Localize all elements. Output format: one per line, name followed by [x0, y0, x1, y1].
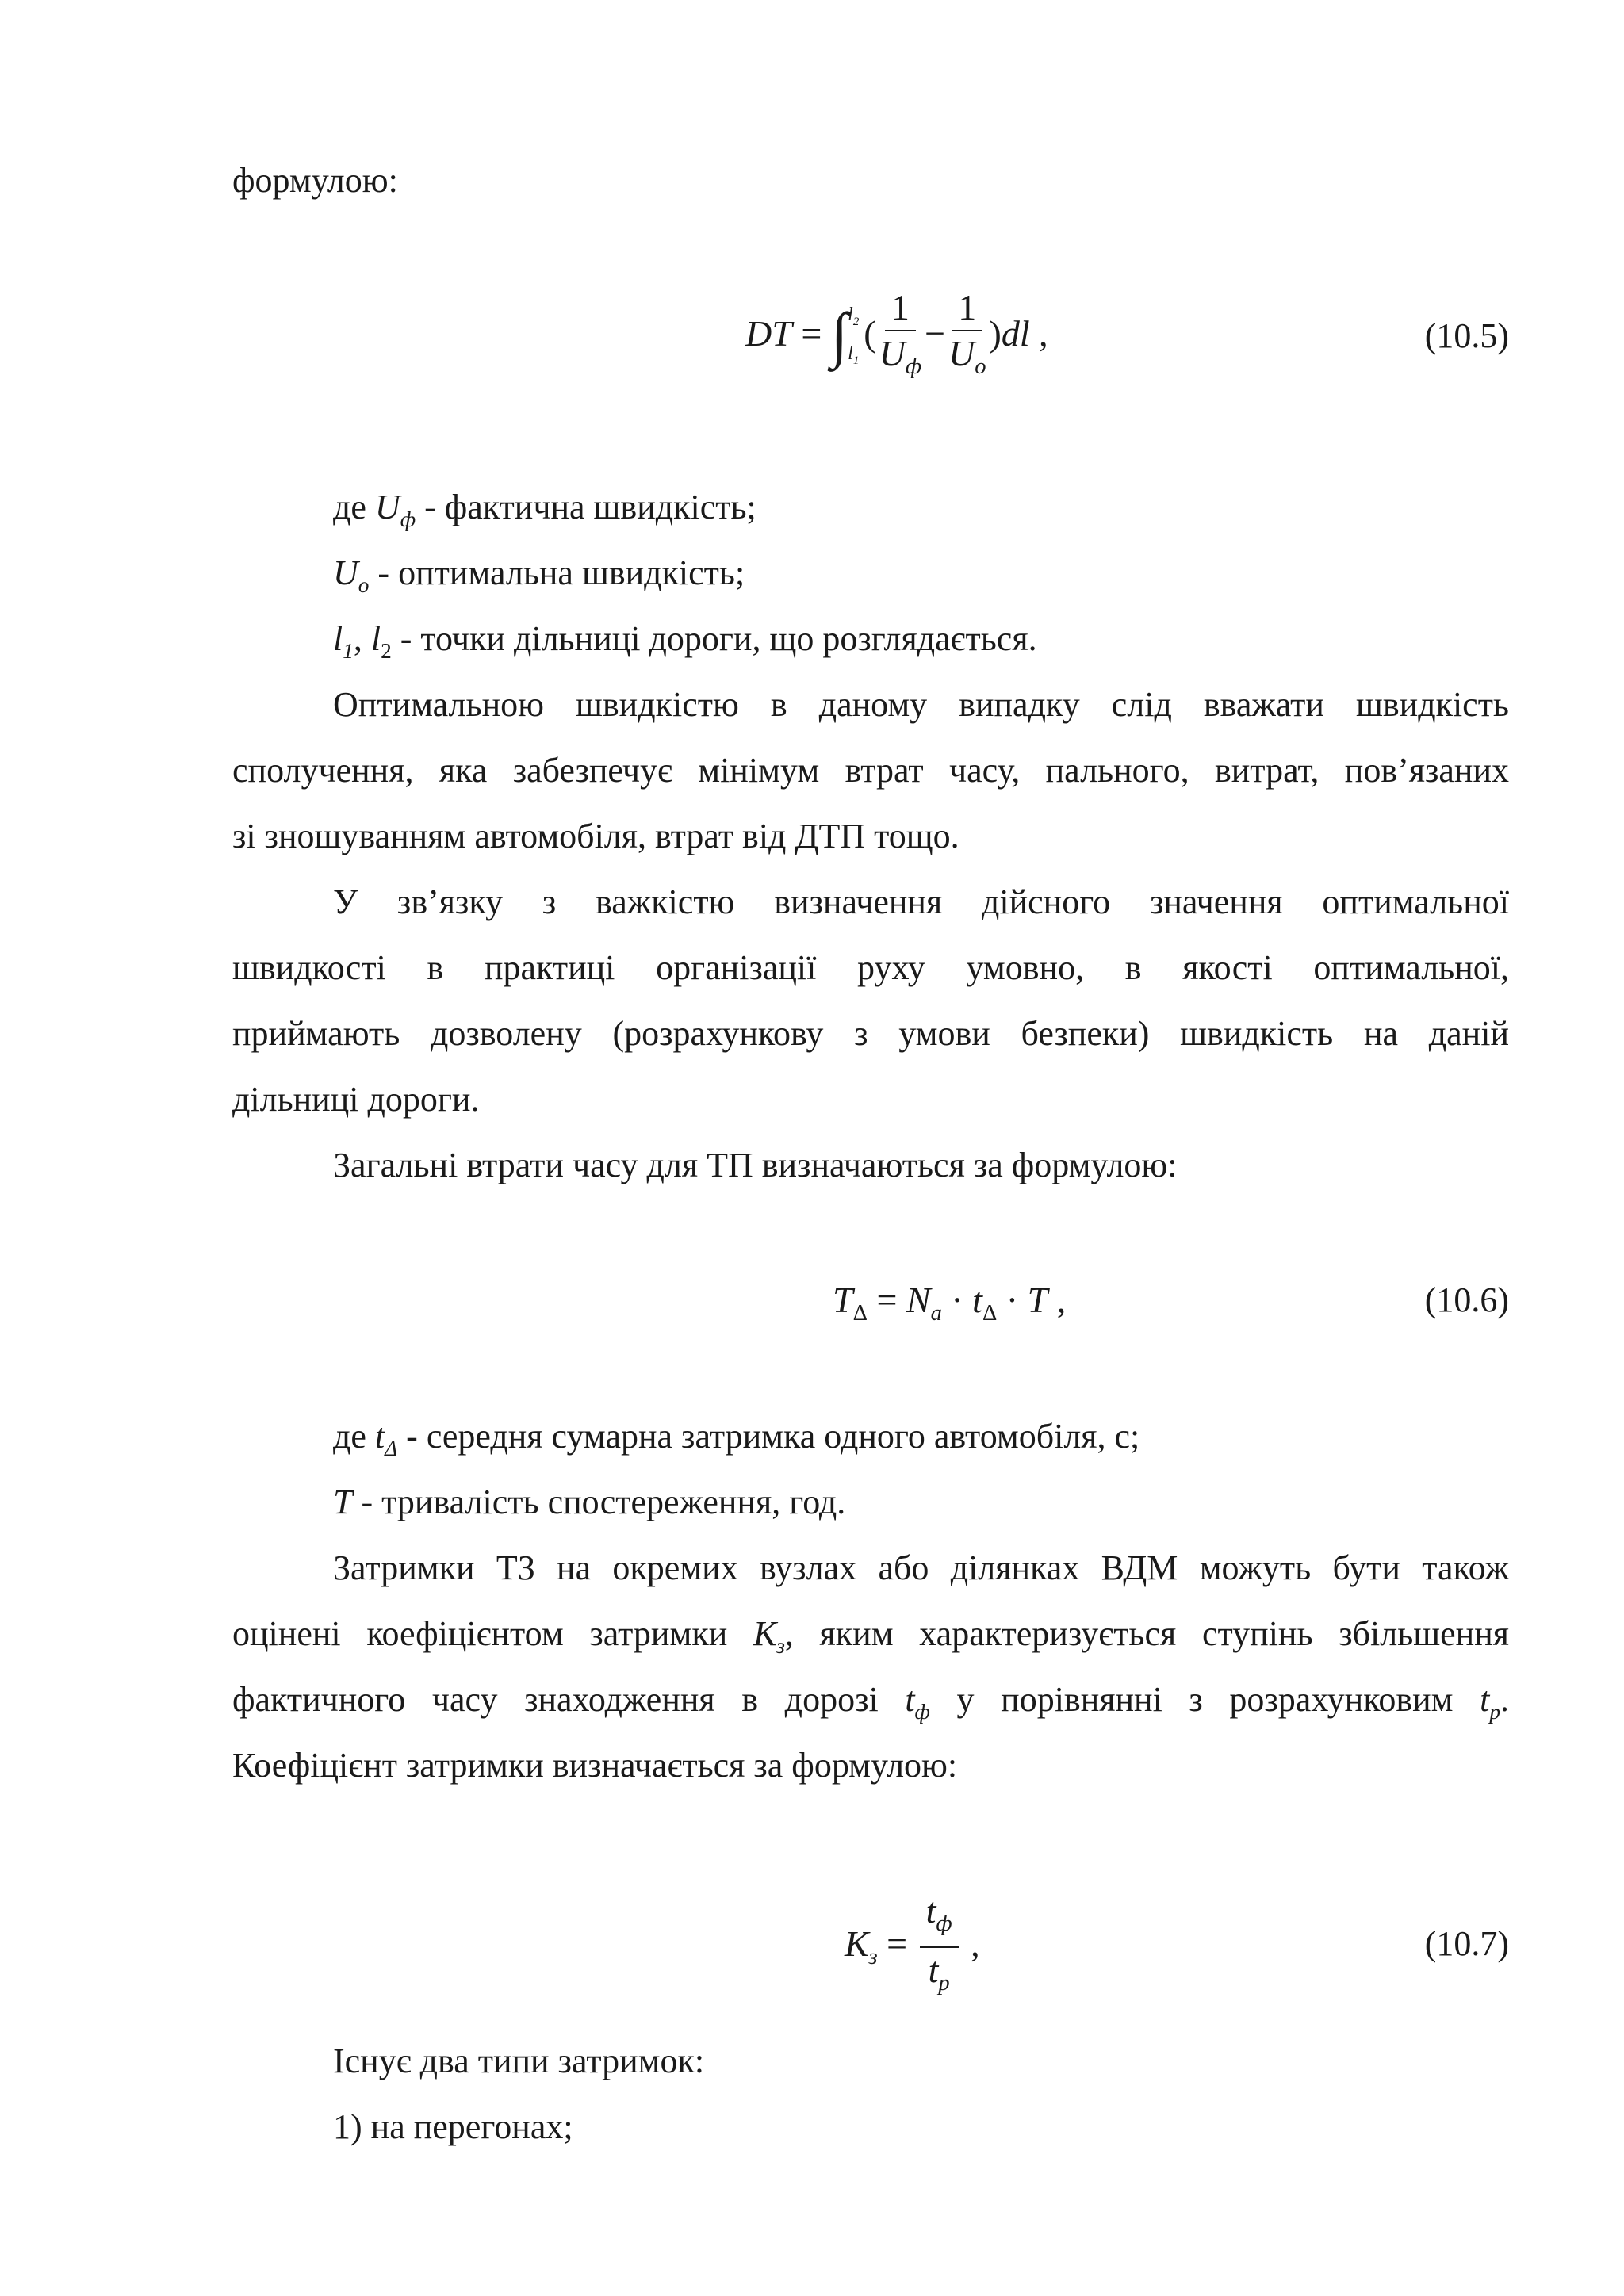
definition-line: де $t_\Delta$ - середня сумарна затримка одного автомобіля, с; [333, 1417, 1140, 1460]
paragraph-line: приймають дозволену (розрахункову з умови безпеки) швидкість на даній [232, 1014, 1509, 1053]
definition-line: $l_1$, $l_2$ - точки дільниці дороги, що розглядається. [333, 619, 1037, 663]
formula-10-6: $T_\Delta = N_a \cdot t_\Delta \cdot T$ , [833, 1280, 1067, 1326]
paragraph-line: оцінені коефіцієнтом затримки $К_з$, яким характеризується ступінь збільшення [232, 1614, 1510, 1658]
paragraph-line: У зв’язку з важкістю визначення дійсного значення оптимальної [333, 882, 1509, 921]
paragraph-line: Оптимальною швидкістю в даному випадку слід вважати швидкість [333, 685, 1509, 724]
paragraph-line: Коефіцієнт затримки визначається за формулою: [232, 1746, 958, 1785]
definition-line: де $U_ф$ - фактична швидкість; [333, 488, 756, 531]
paragraph-line: швидкості в практиці організації руху умовно, в якості оптимальної, [232, 948, 1509, 987]
paragraph-line: фактичного часу знаходження в дорозі $t_ф$ у порівнянні з розрахунковим $t_р$. [232, 1680, 1510, 1724]
paragraph-line: дільниці дороги. [232, 1080, 480, 1119]
paragraph-line: Затримки ТЗ на окремих вузлах або ділянках ВДМ можуть бути також [333, 1548, 1509, 1587]
definition-line: $U_o$ - оптимальна швидкість; [333, 553, 745, 597]
text-line: формулою: [232, 161, 398, 200]
definition-line: T - тривалість спостереження, год. [333, 1483, 846, 1521]
equation-number: (10.5) [1424, 316, 1509, 355]
list-item: 1) на перегонах; [333, 2107, 573, 2146]
formula-10-5: DT = ∫ $l_2$ $l_1$ ( $\frac{1}{U_ф}$ − $\frac{1}{U_o}$ )dl , [745, 287, 1048, 380]
paragraph-line: Існує два типи затримок: [333, 2042, 705, 2080]
paragraph-line: зі зношуванням автомобіля, втрат від ДТП тощо. [232, 817, 959, 855]
equation-number: (10.6) [1424, 1280, 1509, 1319]
paragraph-line: Загальні втрати часу для ТП визначаються за формулою: [333, 1146, 1178, 1184]
formula-10-7: $К_з$ = $\frac{t_ф}{t_р}$ , [845, 1890, 980, 1996]
equation-number: (10.7) [1424, 1924, 1509, 1963]
paragraph-line: сполучення, яка забезпечує мінімум втрат часу, пального, витрат, пов’язаних [232, 751, 1509, 790]
